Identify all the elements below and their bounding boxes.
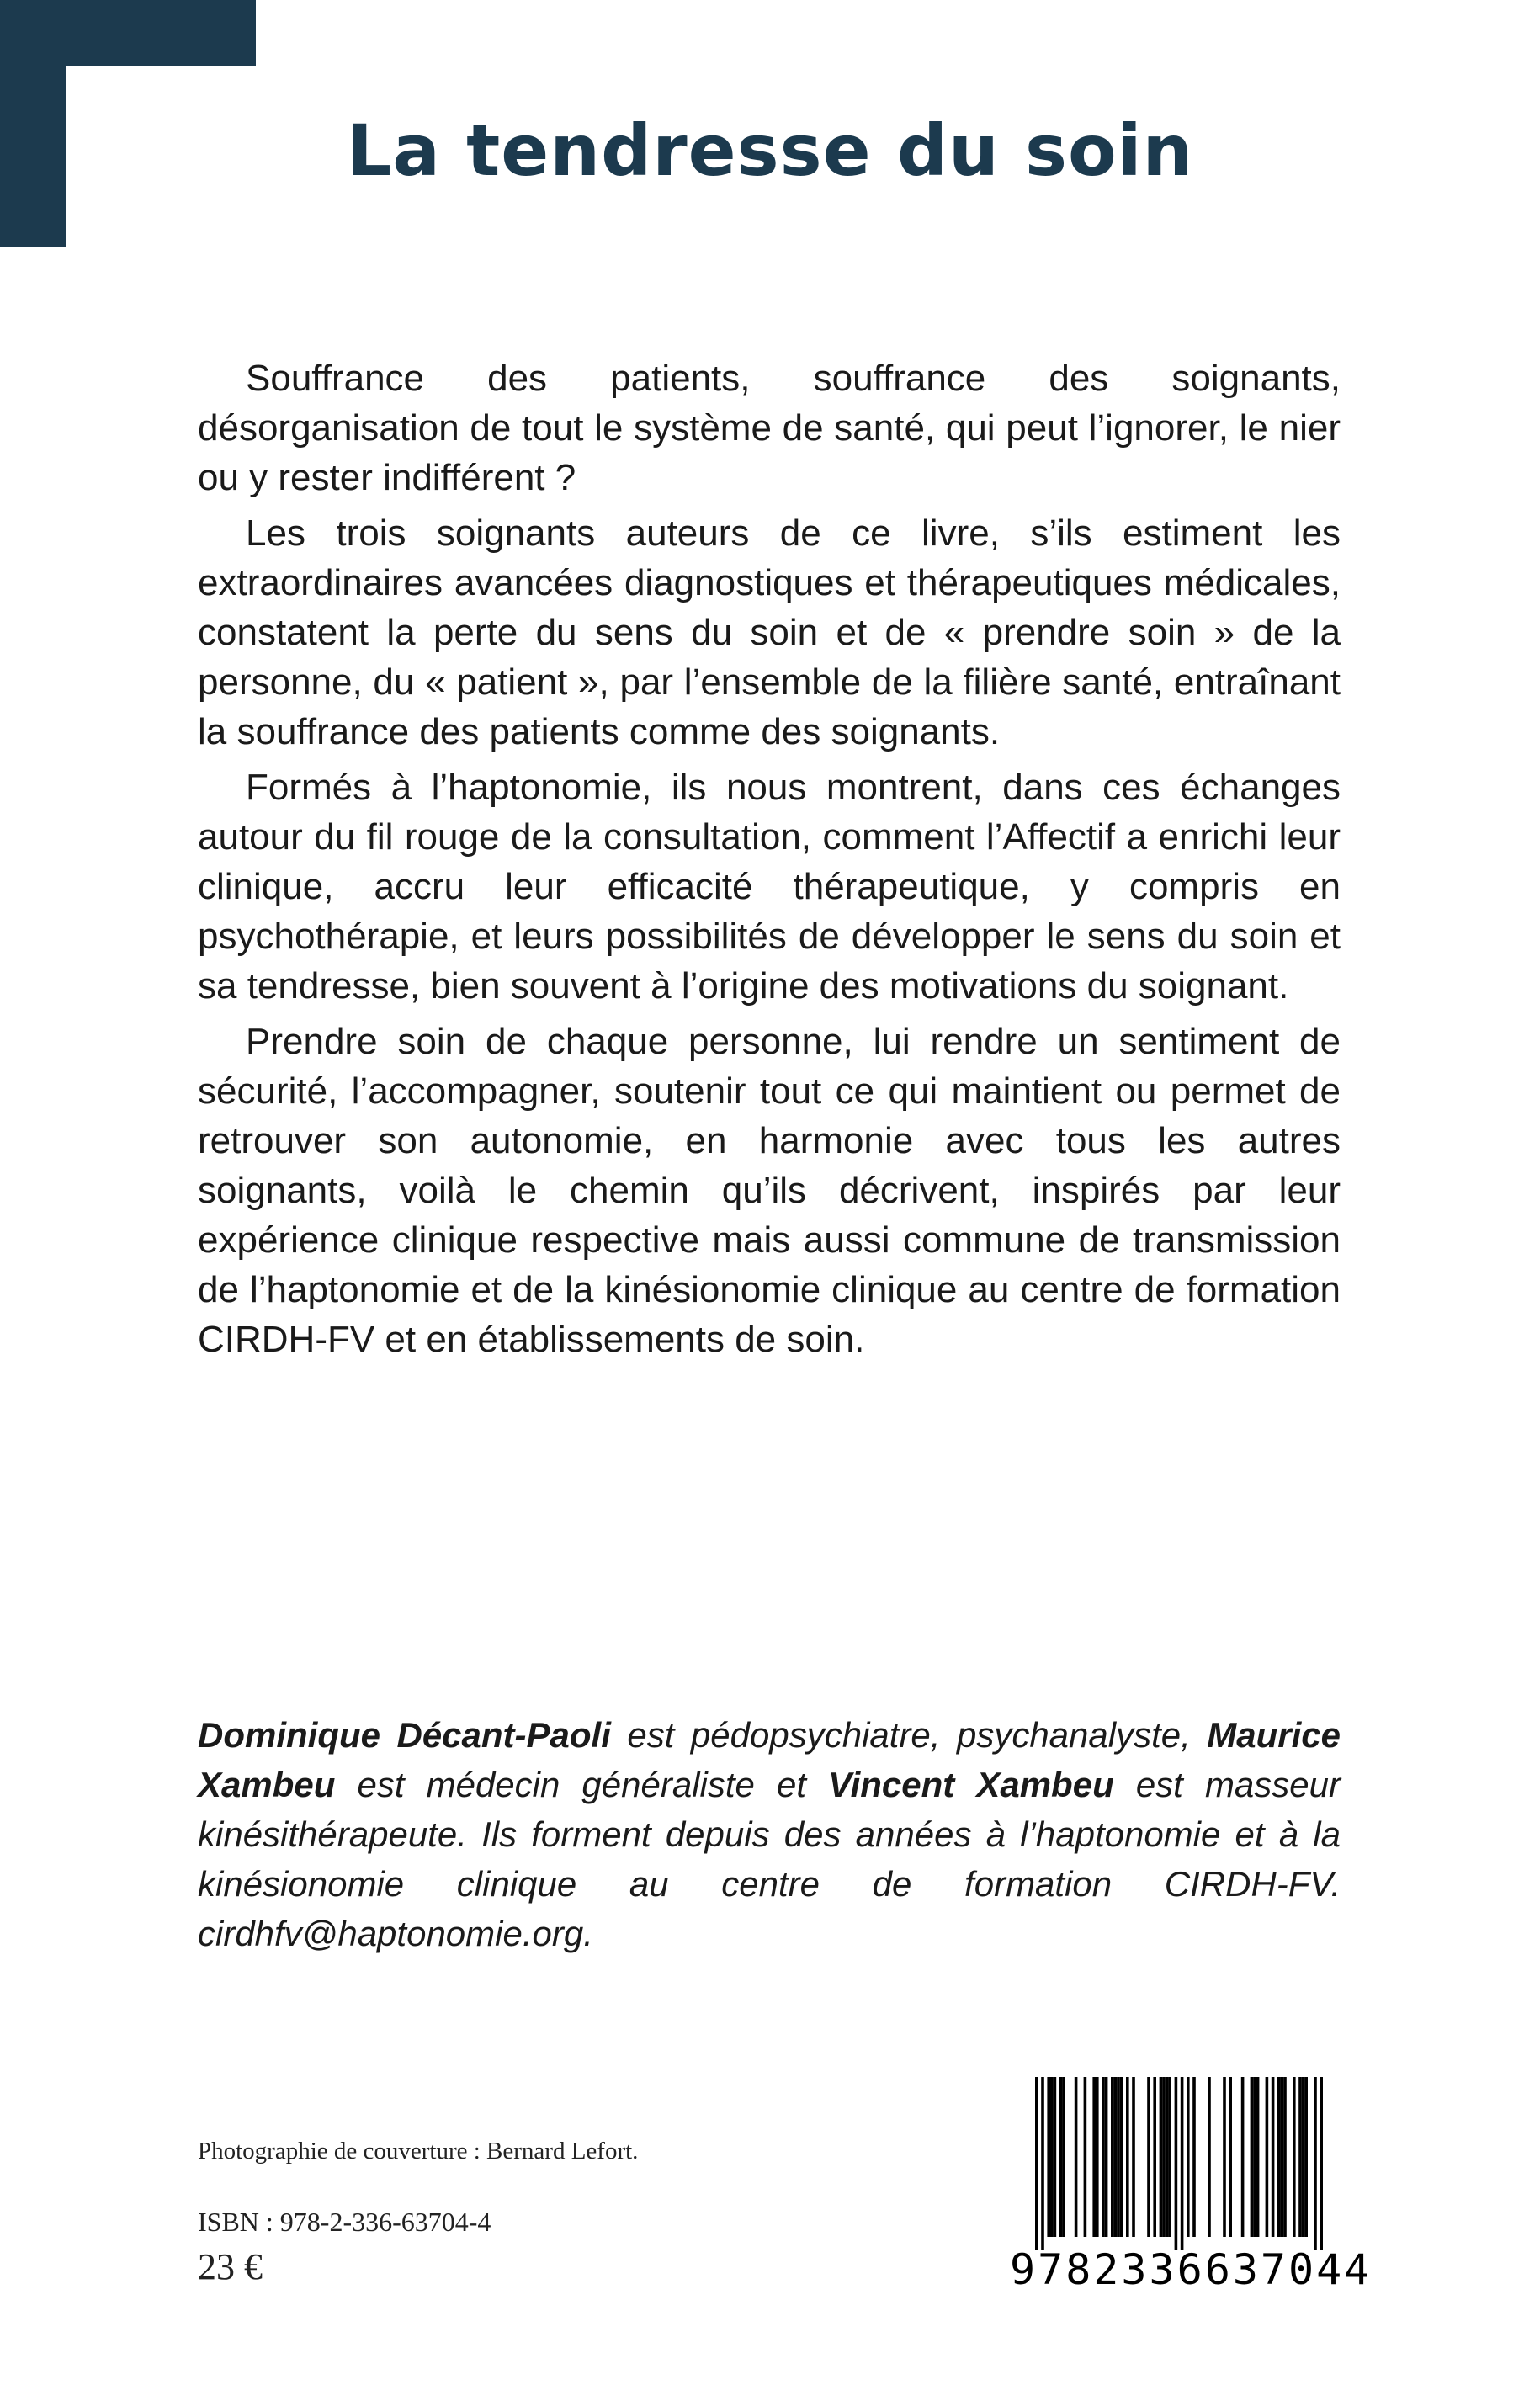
- barcode-bar: [1096, 2077, 1099, 2237]
- barcode-bar: [1187, 2077, 1190, 2237]
- barcode-bar: [1266, 2077, 1269, 2237]
- barcode-bar: [1302, 2077, 1305, 2237]
- barcode-bar: [1283, 2077, 1287, 2237]
- author-role-2: est médecin généraliste et: [335, 1765, 829, 1804]
- barcode-bar: [1256, 2077, 1260, 2237]
- isbn-barcode: [1010, 2077, 1373, 2304]
- book-title: La tendresse du soin: [346, 109, 1194, 192]
- barcode-bar: [1102, 2077, 1105, 2237]
- barcode-bar: [1114, 2077, 1118, 2237]
- barcode-bars: [1010, 2077, 1342, 2250]
- barcode-bar: [1132, 2077, 1135, 2237]
- barcode-bar: [1314, 2077, 1317, 2250]
- barcode-bar: [1162, 2077, 1166, 2237]
- barcode-bar: [1120, 2077, 1123, 2237]
- author-role-3: est masseur kinésithérapeute. Ils forment depuis des années à l’haptonomie et à la kinésionomie clinique au centre de formation CIRDH-FV. cirdhfv@haptonomie.org.: [198, 1765, 1341, 1953]
- barcode-bar: [1147, 2077, 1150, 2237]
- barcode-bar: [1050, 2077, 1054, 2237]
- barcode-bar: [1304, 2077, 1308, 2237]
- barcode-bar: [1272, 2077, 1275, 2237]
- author-role-1: est pédopsychiatre, psychanalyste,: [610, 1715, 1208, 1755]
- barcode-bar: [1181, 2077, 1184, 2250]
- barcode-bar: [1175, 2077, 1178, 2250]
- barcode-bar: [1229, 2077, 1232, 2237]
- barcode-bar: [1160, 2077, 1163, 2237]
- blurb-paragraph-2: Les trois soignants auteurs de ce livre, s’ils estiment les extraordinaires avancées diagnostiques et thérapeutiques médicales, constatent la perte du sens du soin et de « prendre soin » de la personne, du « patient », par l’ensemble de la filière santé, entraînant la souffrance des patients comme des soignants.: [198, 513, 1341, 752]
- barcode-bar: [1111, 2077, 1114, 2237]
- isbn-label: ISBN : 978-2-336-63704-4: [198, 2207, 491, 2237]
- price-label: 23 €: [198, 2246, 263, 2287]
- barcode-bar: [1320, 2077, 1323, 2250]
- barcode-bar: [1084, 2077, 1087, 2237]
- barcode-bar: [1092, 2077, 1096, 2237]
- barcode-bar: [1298, 2077, 1302, 2237]
- barcode-bar: [1277, 2077, 1281, 2237]
- author-name-2: Maurice Xambeu: [198, 1715, 1341, 1804]
- author-bio: [198, 1710, 1341, 1958]
- barcode-bar: [1168, 2077, 1171, 2237]
- author-name-1: Dominique Décant-Paoli: [198, 1715, 611, 1755]
- barcode-bar: [1059, 2077, 1063, 2237]
- barcode-digits: 9782336637044: [1010, 2245, 1373, 2294]
- back-cover-blurb: [198, 353, 1341, 1370]
- author-name-3: Vincent Xambeu: [828, 1765, 1114, 1804]
- barcode-bar: [1035, 2077, 1038, 2250]
- barcode-bar: [1041, 2077, 1044, 2250]
- barcode-bar: [1251, 2077, 1254, 2237]
- barcode-bar: [1153, 2077, 1156, 2237]
- barcode-bar: [1223, 2077, 1226, 2237]
- barcode-bar: [1075, 2077, 1078, 2237]
- barcode-bar: [1192, 2077, 1196, 2237]
- barcode-bar: [1126, 2077, 1129, 2237]
- barcode-bar: [1281, 2077, 1284, 2237]
- barcode-bar: [1062, 2077, 1065, 2237]
- barcode-bar: [1047, 2077, 1050, 2237]
- barcode-bar: [1241, 2077, 1245, 2237]
- barcode-bar: [1117, 2077, 1120, 2237]
- barcode-bar: [1105, 2077, 1108, 2237]
- barcode-bar: [1293, 2077, 1296, 2237]
- barcode-bar: [1166, 2077, 1169, 2237]
- blurb-paragraph-3: Formés à l’haptonomie, ils nous montrent, dans ces échanges autour du fil rouge de la consultation, comment l’Affectif a enrichi leur clinique, accru leur efficacité thérapeutique, y compris en psychothérapie, et leurs possibilités de développer le sens du soin et sa tendresse, bien souvent à l’origine des motivations du soignant.: [198, 767, 1341, 1007]
- barcode-bar: [1253, 2077, 1256, 2237]
- photo-credit: Photographie de couverture : Bernard Lefort.: [198, 2138, 639, 2165]
- barcode-bar: [1054, 2077, 1057, 2237]
- blurb-paragraph-4: Prendre soin de chaque personne, lui rendre un sentiment de sécurité, l’accompagner, soutenir tout ce qui maintient ou permet de retrouver son autonomie, en harmonie avec tous les autres soignants, voilà le chemin qu’ils décrivent, inspirés par leur expérience clinique respective mais aussi commune de transmission de l’haptonomie et de la kinésionomie clinique au centre de formation CIRDH-FV et en établissements de soin.: [198, 1021, 1341, 1360]
- barcode-bar: [1208, 2077, 1211, 2237]
- blurb-paragraph-1: Souffrance des patients, souffrance des soignants, désorganisation de tout le système de santé, qui peut l’ignorer, le nier ou y rester indifférent ?: [198, 358, 1341, 498]
